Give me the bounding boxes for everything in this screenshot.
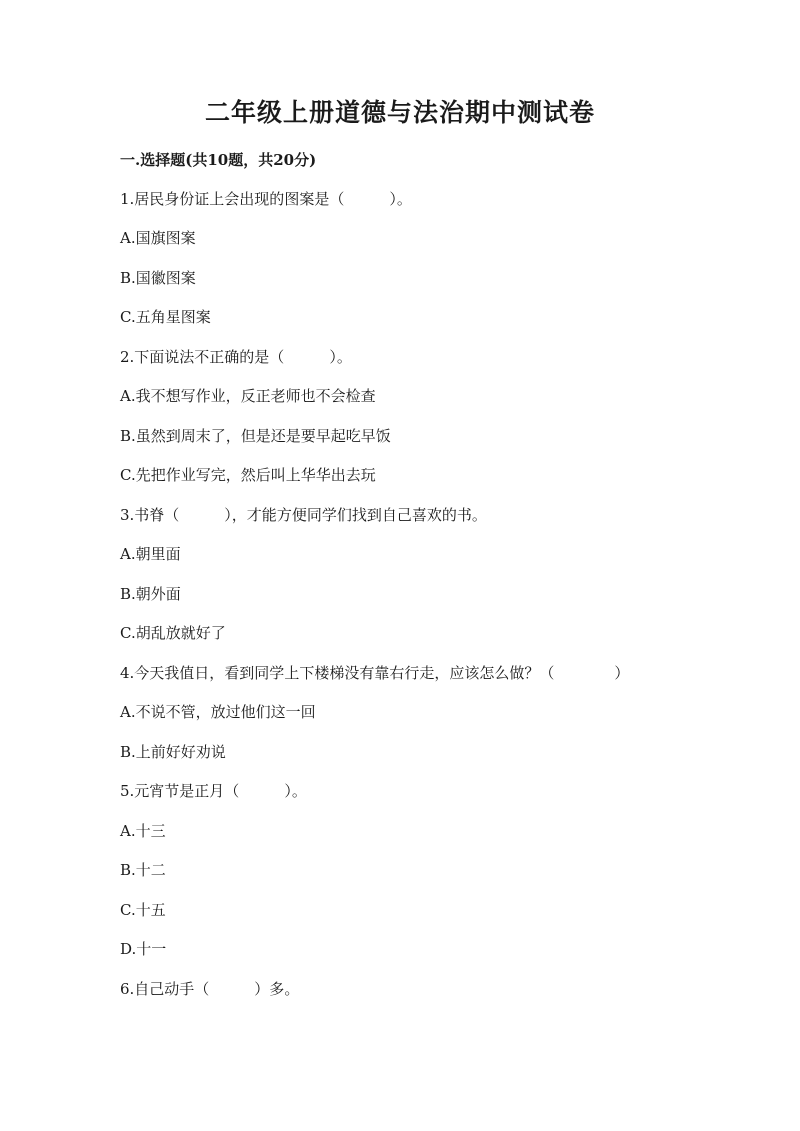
question-2-option-b: B.虽然到周末了，但是还是要早起吃早饭 xyxy=(120,427,391,445)
question-1-option-b: B.国徽图案 xyxy=(120,269,196,287)
question-2-option-c: C.先把作业写完，然后叫上华华出去玩 xyxy=(120,466,376,484)
question-2-option-a: A.我不想写作业，反正老师也不会检查 xyxy=(120,387,376,405)
question-4-stem: 4.今天我值日，看到同学上下楼梯没有靠右行走，应该怎么做？（ ） xyxy=(120,664,630,682)
question-4-option-b: B.上前好好劝说 xyxy=(120,743,226,761)
question-1-option-a: A.国旗图案 xyxy=(120,229,196,247)
question-3-option-a: A.朝里面 xyxy=(120,545,181,563)
question-3-stem: 3.书脊（ ），才能方便同学们找到自己喜欢的书。 xyxy=(120,506,487,524)
question-6-stem: 6.自己动手（ ）多。 xyxy=(120,980,300,998)
question-5-option-d: D.十一 xyxy=(120,940,167,958)
question-5-option-c: C.十五 xyxy=(120,901,166,919)
section-heading: 一.选择题(共10题，共20分) xyxy=(120,151,317,169)
question-4-option-a: A.不说不管，放过他们这一回 xyxy=(120,703,316,721)
question-5-stem: 5.元宵节是正月（ ）。 xyxy=(120,782,307,800)
question-2-stem: 2.下面说法不正确的是（ ）。 xyxy=(120,348,352,366)
question-3-option-b: B.朝外面 xyxy=(120,585,181,603)
question-1-stem: 1.居民身份证上会出现的图案是（ ）。 xyxy=(120,190,412,208)
question-5-option-a: A.十三 xyxy=(120,822,166,840)
question-3-option-c: C.胡乱放就好了 xyxy=(120,624,226,642)
question-1-option-c: C.五角星图案 xyxy=(120,308,211,326)
question-5-option-b: B.十二 xyxy=(120,861,166,879)
page-title: 二年级上册道德与法治期中测试卷 xyxy=(204,98,595,127)
